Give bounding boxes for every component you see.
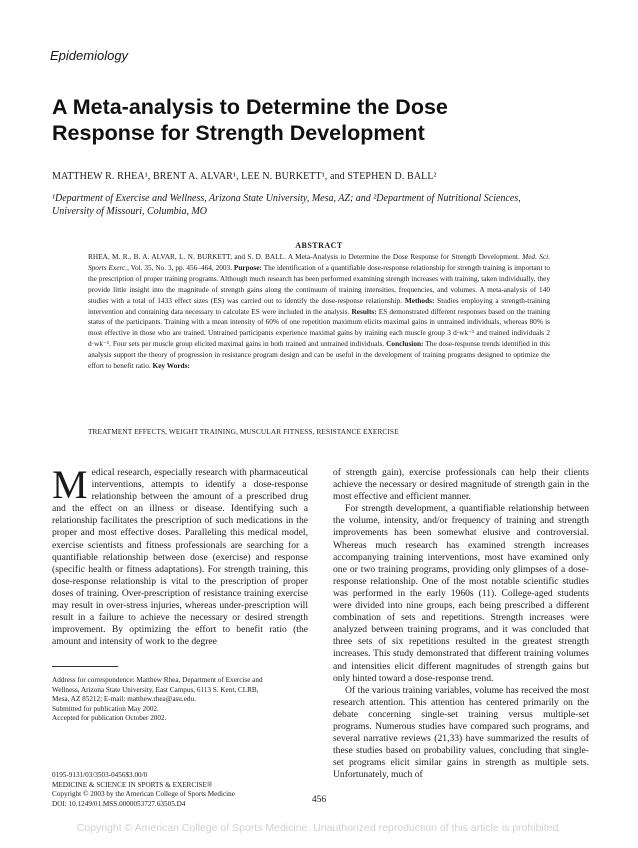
pub-info-line: MEDICINE & SCIENCE IN SPORTS & EXERCISE® xyxy=(52,780,213,789)
abstract-citation-authors: RHEA, M. R., B. A. ALVAR, L. N. BURKETT, and S. D. BALL. A Meta-Analysis to Determine the Dose Response for Strength Development. xyxy=(88,252,520,261)
abstract-journal: Med. Sci. Sports Exerc. xyxy=(88,252,551,272)
section-label: Epidemiology xyxy=(50,48,129,63)
author-list: MATTHEW R. RHEA¹, BRENT A. ALVAR¹, LEE N. BURKETT¹, and STEPHEN D. BALL² xyxy=(52,171,437,182)
affiliations xyxy=(52,193,612,218)
pub-info-line: DOI: 10.1249/01.MSS.0000053727.63505.D4 xyxy=(52,799,186,808)
methods-text: Studies employing a strength-training intervention and containing data necessary to calculate ES were included in the analysis. xyxy=(88,295,551,316)
abstract-heading: ABSTRACT xyxy=(295,241,343,250)
abstract-citation-tail: , Vol. 35, No. 3, pp. 456–464, 2003. xyxy=(127,262,233,272)
body-column-right xyxy=(333,467,589,781)
copyright-watermark: Copyright © American College of Sports Medicine. Unauthorized reproduction of this article is prohibited. xyxy=(76,822,562,834)
title-line-2: Response for Strength Development xyxy=(52,121,425,145)
correspondence-footnote xyxy=(52,676,308,724)
keywords-label: Key Words: xyxy=(152,361,190,371)
paragraph: of strength gain), exercise professionals can help their clients achieve the necessary or desired magnitude of strength gain in the most effective and efficient manner. xyxy=(333,467,589,503)
article-title xyxy=(52,94,612,146)
purpose-label: Purpose: xyxy=(233,262,262,272)
paragraph: For strength development, a quantifiable relationship between the volume, intensity, and/or frequency of training and strength improvements has been somewhat elusive and controversial. Whereas much research has examined strength increases accompanying training interventions, most have examined only one or two training programs, providing only glimpses of a dose-response relationship. One of the most notable scientific studies was performed in the early 1960s (11). College-aged students were divided into nine groups, each being prescribed a different combination of sets and repetitions. Strength increases were analyzed between training programs, and it was concluded that three sets of six repetitions resulted in the greatest strength increases. This study demonstrated that different training volumes and intensities elicit different magnitudes of strength gains but only hinted toward a dose-response trend. xyxy=(333,503,589,684)
conclusion-label: Conclusion: xyxy=(386,339,424,349)
results-text: ES demonstrated different responses based on the training status of the participants. Training with a mean intensity of 60% of one repetition maximum elicits maximal gains in untrained individuals, whereas 80% is most effective in those who are trained. Untrained participants experience maximal gains by training each muscle group 3 d·wk⁻¹ and trained individuals 2 d·wk⁻¹. Four sets per muscle group elicited maximal gains in both trained and untrained individuals. xyxy=(88,306,551,349)
footnote-divider xyxy=(52,666,118,667)
footnote-line: Wellness, Arizona State University, East Campus, 6113 S. Kent, CLRB, xyxy=(52,685,259,694)
keywords: TREATMENT EFFECTS, WEIGHT TRAINING, MUSCULAR FITNESS, RESISTANCE EXERCISE xyxy=(88,427,399,436)
paragraph-text: edical research, especially research with pharmaceutical interventions, attempts to identify a dose-response relationship between the amount of a prescribed drug and the effect on an illness or disease. Identifying such a relationship facilitates the prescription of such medications in the proper and most effective doses. Paralleling this medical model, exercise scientists and fitness professionals are searching for a quantifiable relationship between dose (exercise) and response (specific health or fitness adaptations). For strength training, this dose-response relationship is vital to the prescription of proper doses of training. Over-prescription of resistance training exercise may result in over-stress injuries, whereas under-prescription will result in a failure to achieve the necessary or desired strength improvement. By optimizing the effort to benefit ratio (the amount and intensity of work to the degree xyxy=(52,467,308,648)
affiliation-line-2: University of Missouri, Columbia, MO xyxy=(52,205,207,217)
purpose-text: The identification of a quantifiable dose-response relationship for strength training is important to the prescription of proper training programs. Although much research has been performed examining strength increases with training, taken individually, they provide little insight into the magnitude of strength gains along the continuum of training intensities, frequencies, and volumes. A meta-analysis of 140 studies with a total of 1433 effect sizes (ES) was carried out to identify the dose-response relationship. xyxy=(88,262,551,305)
paragraph: Of the various training variables, volume has received the most research attention. This attention has centered primarily on the debate concerning single-set training versus multiple-set programs. Numerous studies have compared such programs, and several narrative reviews (21,33) have summarized the results of these studies based on probability values, concluding that single-set programs elicit similar gains in strength as multiple sets. Unfortunately, much of xyxy=(333,684,589,781)
footnote-line: Mesa, AZ 85212; E-mail: matthew.rhea@asu.edu. xyxy=(52,695,196,704)
footnote-line: Submitted for publication May 2002. xyxy=(52,704,159,713)
title-line-1: A Meta-analysis to Determine the Dose xyxy=(52,95,448,119)
affiliation-line-1: ¹Department of Exercise and Wellness, Arizona State University, Mesa, AZ; and ²Department of Nutritional Sciences, xyxy=(52,193,521,204)
body-column-left xyxy=(52,462,308,648)
pub-info-line: 0195-9131/03/3503-0456$3.00/0 xyxy=(52,771,148,779)
drop-cap: M xyxy=(52,462,88,507)
footnote-line: Address for correspondence: Matthew Rhea, Department of Exercise and xyxy=(52,676,263,684)
abstract-body xyxy=(88,252,550,372)
pub-info-line: Copyright © 2003 by the American College of Sports Medicine xyxy=(52,790,235,799)
methods-label: Methods: xyxy=(404,295,435,305)
results-label: Results: xyxy=(351,306,377,316)
footnote-line: Accepted for publication October 2002. xyxy=(52,714,167,723)
paragraph xyxy=(52,462,308,648)
page-number: 456 xyxy=(311,795,327,805)
conclusion-text: The dose-response trends identified in this analysis support the theory of progression in resistance program design and can be useful in the development of training programs designed to optimize the effort to benefit ratio. xyxy=(88,339,550,371)
